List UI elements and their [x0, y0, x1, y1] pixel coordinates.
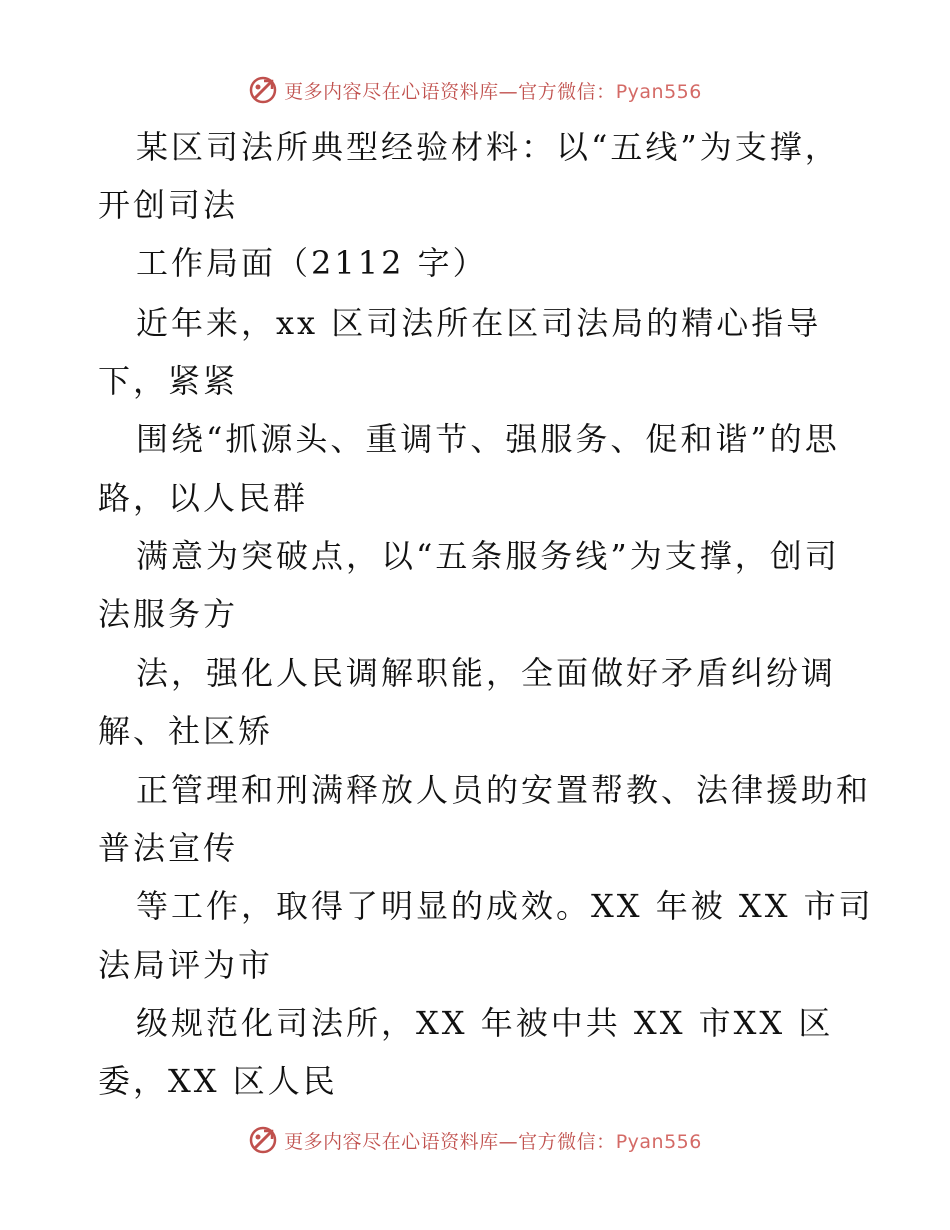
logo-icon	[248, 75, 278, 105]
footer-banner	[0, 1122, 950, 1158]
text-line: 近年来，xx 区司法所在区司法局的精心指导	[136, 304, 822, 342]
text-line: 委，XX 区人民	[98, 1062, 338, 1100]
banner-wechat-label: 官方微信：	[518, 1130, 616, 1153]
text-line: 下，紧紧	[98, 362, 239, 400]
header-banner	[0, 72, 950, 108]
text-line: 法局评为市	[98, 946, 274, 984]
banner-wechat-id: Pyan556	[615, 80, 702, 103]
text-line: 普法宣传	[98, 829, 239, 867]
text-line: 开创司法	[98, 186, 239, 224]
text-line: 满意为突破点，以“五条服务线”为支撑，创司	[136, 537, 840, 575]
text-line: 围绕“抓源头、重调节、强服务、促和谐”的思	[136, 420, 840, 458]
text-line: 路，以人民群	[98, 479, 309, 517]
banner-dash: —	[498, 80, 519, 103]
text-line: 法，强化人民调解职能，全面做好矛盾纠纷调	[136, 654, 837, 692]
text-line: 正管理和刑满释放人员的安置帮教、法律援助和	[136, 771, 872, 809]
text-line: 级规范化司法所，XX 年被中共 XX 市XX 区	[136, 1004, 834, 1042]
banner-text	[284, 1127, 702, 1154]
banner-dash: —	[498, 1130, 519, 1153]
banner-wechat-id: Pyan556	[615, 1130, 702, 1153]
text-line: 解、社区矫	[98, 712, 274, 750]
banner-wechat-label: 官方微信：	[518, 80, 616, 103]
banner-main: 更多内容尽在心语资料库	[284, 80, 499, 103]
text-line: 法服务方	[98, 595, 239, 633]
banner-main: 更多内容尽在心语资料库	[284, 1130, 499, 1153]
text-line: 工作局面（2112 字）	[136, 244, 488, 282]
text-line: 等工作，取得了明显的成效。XX 年被 XX 市司	[136, 887, 874, 925]
logo-icon	[248, 1125, 278, 1155]
text-line: 某区司法所典型经验材料：以“五线”为支撑，	[136, 128, 840, 166]
banner-text	[284, 77, 702, 104]
